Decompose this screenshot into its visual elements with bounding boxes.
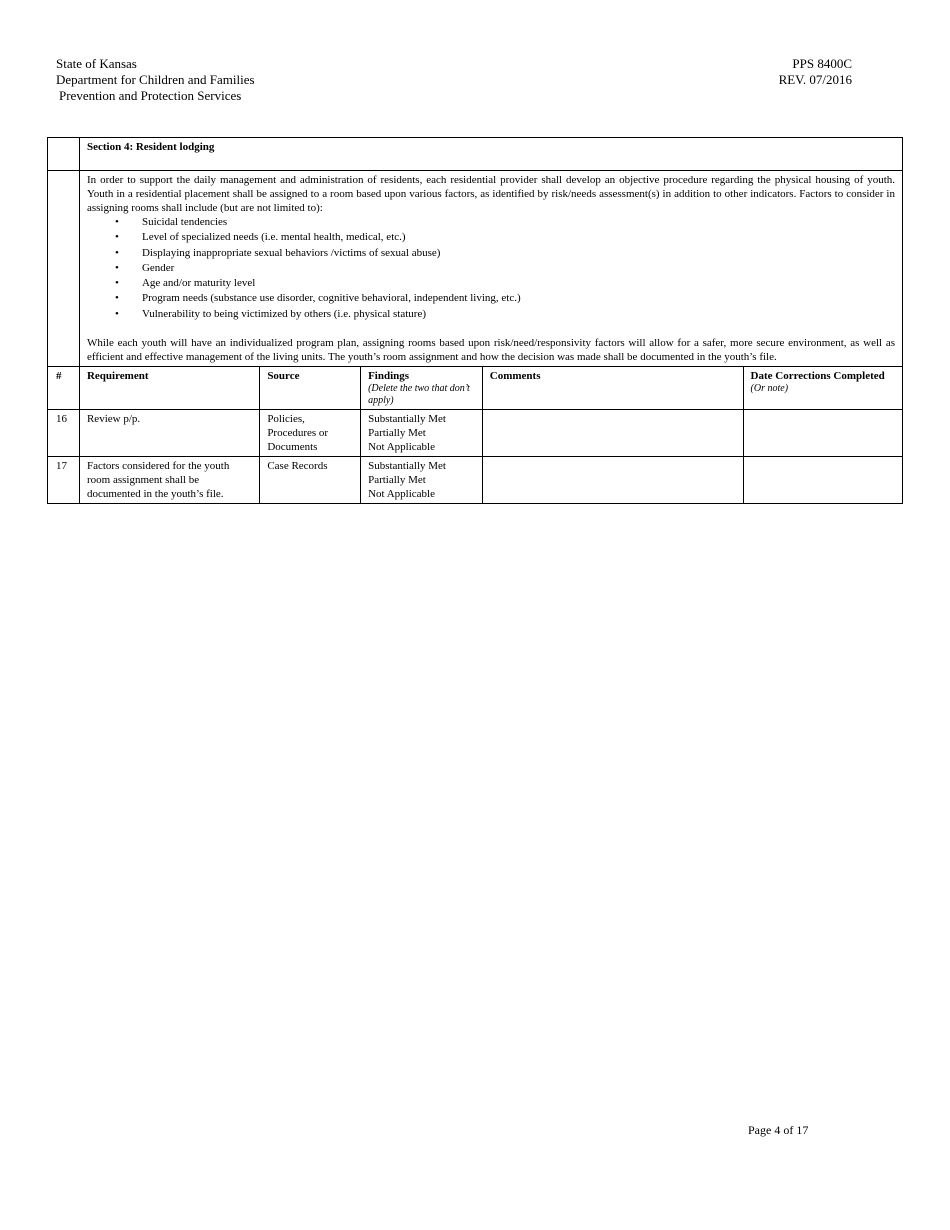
col-header-date xyxy=(743,367,902,410)
row-findings[interactable] xyxy=(361,410,483,457)
row-requirement: Factors considered for the youth room assignment shall be documented in the youth’s file. xyxy=(79,457,259,504)
factor-item: • Vulnerability to being victimized by others (i.e. physical stature) xyxy=(142,307,895,322)
col-header-requirement: Requirement xyxy=(79,367,259,410)
row-num: 16 xyxy=(48,410,80,457)
table-row xyxy=(48,457,903,504)
factor-item: • Age and/or maturity level xyxy=(142,276,895,291)
resident-lodging-table xyxy=(47,137,903,504)
findings-header-note: (Delete the two that don’t apply) xyxy=(368,383,470,407)
row-comments[interactable] xyxy=(482,457,743,504)
finding-option[interactable]: Substantially Met xyxy=(368,413,446,426)
row-source xyxy=(260,410,361,457)
finding-option[interactable]: Not Applicable xyxy=(368,488,435,501)
date-header-label: Date Corrections Completed xyxy=(750,370,885,383)
factor-item: • Level of specialized needs (i.e. mental health, medical, etc.) xyxy=(142,230,895,245)
date-header-note: (Or note) xyxy=(750,383,789,395)
header-division: Prevention and Protection Services xyxy=(59,88,242,103)
section-title: Section 4: Resident lodging xyxy=(79,138,902,171)
col-header-source: Source xyxy=(260,367,361,410)
section-intro-cell xyxy=(79,171,902,367)
col-header-comments: Comments xyxy=(482,367,743,410)
col-header-num: # xyxy=(48,367,80,410)
finding-option[interactable]: Partially Met xyxy=(368,427,426,440)
row-date[interactable] xyxy=(743,457,902,504)
source-line: Documents xyxy=(267,441,318,454)
section-intro-num-cell xyxy=(48,171,80,367)
row-date[interactable] xyxy=(743,410,902,457)
source-line: Policies, xyxy=(267,413,305,426)
row-source xyxy=(260,457,361,504)
section-title-num-cell xyxy=(48,138,80,171)
factor-item: • Gender xyxy=(142,261,895,276)
factor-item: • Program needs (substance use disorder, cognitive behavioral, independent living, etc.) xyxy=(142,291,895,306)
findings-header-label: Findings xyxy=(368,370,410,383)
header-revision: REV. 07/2016 xyxy=(778,72,852,87)
header-form-number: PPS 8400C xyxy=(792,56,852,71)
source-line: Procedures or xyxy=(267,427,329,440)
row-num: 17 xyxy=(48,457,80,504)
page-number: Page 4 of 17 xyxy=(748,1123,809,1137)
header-agency-block xyxy=(56,56,255,104)
column-header-row xyxy=(48,367,903,410)
col-header-findings xyxy=(361,367,483,410)
factor-item: • Suicidal tendencies xyxy=(142,215,895,230)
finding-option[interactable]: Partially Met xyxy=(368,474,426,487)
intro-paragraph: In order to support the daily management and administration of residents, each residential provider shall develop an objective procedure regarding the physical housing of youth. Youth in a residential placement shall be assigned to a room based upon various factors, as identified by risk/needs assessment(s) in addition to other indicators. Factors to consider in assigning rooms shall include (but are not limited to): xyxy=(86,174,895,214)
table-row xyxy=(48,410,903,457)
row-comments[interactable] xyxy=(482,410,743,457)
section-title-row xyxy=(48,138,903,171)
source-line: Case Records xyxy=(267,460,328,473)
header-state: State of Kansas xyxy=(56,56,137,71)
row-findings[interactable] xyxy=(361,457,483,504)
row-requirement: Review p/p. xyxy=(79,410,259,457)
factor-item: • Displaying inappropriate sexual behaviors /victims of sexual abuse) xyxy=(142,246,895,261)
section-intro-row xyxy=(48,171,903,367)
header-form-id-block xyxy=(779,56,852,88)
factors-list xyxy=(87,215,895,322)
closing-paragraph: While each youth will have an individualized program plan, assigning rooms based upon risk/need/responsivity factors will allow for a safer, more secure environment, as well as efficient and effective management of the living units. The youth’s room assignment and how the decision was made shall be documented in the youth’s file. xyxy=(86,337,895,364)
finding-option[interactable]: Not Applicable xyxy=(368,441,435,454)
finding-option[interactable]: Substantially Met xyxy=(368,460,446,473)
header-department: Department for Children and Families xyxy=(56,72,255,87)
